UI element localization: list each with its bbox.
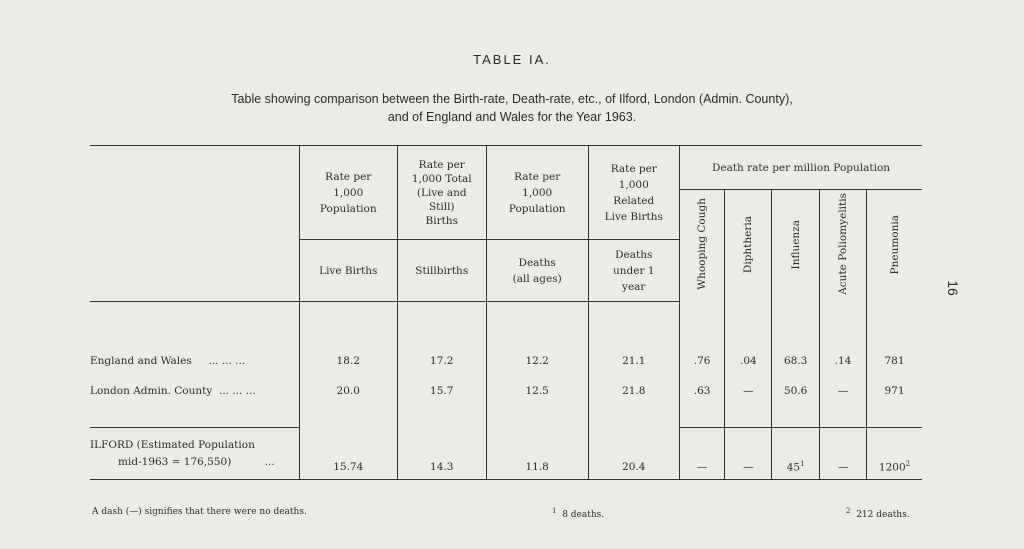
cell-deaths-all: 12.2 xyxy=(486,346,588,376)
spacer-cell xyxy=(299,406,397,428)
ilford-label-line-2-wrap xyxy=(90,454,297,471)
ilford-row xyxy=(90,428,922,480)
footnote-ref-1: 1 xyxy=(800,459,805,468)
row-dots: ... ... ... xyxy=(218,384,256,397)
page-number: 16 xyxy=(944,280,961,296)
subtitle-line-1: Table showing comparison between the Birth-rate, Death-rate, etc., of Ilford, London (Admin. County), xyxy=(231,92,793,106)
ilford-label-line-1: ILFORD (Estimated Population xyxy=(90,438,255,451)
row-dots: ... ... ... xyxy=(208,354,246,367)
cell-deaths-all: 11.8 xyxy=(486,428,588,480)
cell-pneumonia: 971 xyxy=(867,376,922,406)
header-influenza xyxy=(772,190,819,302)
spacer-cell xyxy=(725,302,772,346)
spacer-cell xyxy=(299,302,397,346)
whooping-label: Whooping Cough xyxy=(696,198,709,291)
table-subtitle xyxy=(100,90,924,126)
footnote-dash: A dash (—) signifies that there were no deaths. xyxy=(92,507,307,517)
cell-live-births: 15.74 xyxy=(299,428,397,480)
spacer-cell xyxy=(867,406,922,428)
cell-whooping: .76 xyxy=(679,346,724,376)
cell-influenza xyxy=(772,428,819,480)
header-whooping xyxy=(679,190,724,302)
row-label xyxy=(90,376,299,406)
subtitle-line-2: and of England and Wales for the Year 1963. xyxy=(387,110,637,124)
spacer-cell xyxy=(486,406,588,428)
header-col1-sub: Live Births xyxy=(299,240,397,302)
header-col3-top: Rate per 1,000 Population xyxy=(486,146,588,240)
spacer-cell xyxy=(397,302,486,346)
cell-influenza: 50.6 xyxy=(772,376,819,406)
cell-stillbirths: 15.7 xyxy=(397,376,486,406)
influenza-value: 45 xyxy=(786,461,801,473)
spacer-row xyxy=(90,406,922,428)
footnote-2 xyxy=(846,507,910,520)
spacer-row xyxy=(90,302,922,346)
footnote-2-mark: 2 xyxy=(846,507,851,515)
pneumonia-value: 1200 xyxy=(878,461,906,473)
header-col4-sub: Deaths under 1 year xyxy=(588,240,679,302)
cell-diphtheria: — xyxy=(725,376,772,406)
spacer-cell xyxy=(819,406,866,428)
header-col4-top: Rate per 1,000 Related Live Births xyxy=(588,146,679,240)
header-pneumonia xyxy=(867,190,922,302)
header-diphtheria xyxy=(725,190,772,302)
diphtheria-label: Diphtheria xyxy=(742,215,755,273)
cell-whooping: .63 xyxy=(679,376,724,406)
footnote-1-text: 8 deaths. xyxy=(562,510,605,520)
cell-stillbirths: 14.3 xyxy=(397,428,486,480)
acute-label: Acute Poliomyelitis xyxy=(836,193,849,296)
cell-deaths-all: 12.5 xyxy=(486,376,588,406)
influenza-label: Influenza xyxy=(789,219,802,269)
cell-whooping: — xyxy=(679,428,724,480)
spacer-cell xyxy=(819,302,866,346)
spacer-cell xyxy=(397,406,486,428)
row-label xyxy=(90,346,299,376)
cell-pneumonia: 781 xyxy=(867,346,922,376)
row-label-text: London Admin. County xyxy=(90,384,213,397)
cell-stillbirths: 17.2 xyxy=(397,346,486,376)
cell-diphtheria: — xyxy=(725,428,772,480)
cell-live-births: 18.2 xyxy=(299,346,397,376)
header-col1-top: Rate per 1,000 Population xyxy=(299,146,397,240)
ilford-label-line-2: mid-1963 = 176,550) xyxy=(118,455,232,468)
pneumonia-label: Pneumonia xyxy=(888,214,901,274)
spacer-cell xyxy=(90,302,299,346)
cell-acute: — xyxy=(819,376,866,406)
spacer-cell xyxy=(679,302,724,346)
comparison-table xyxy=(90,145,922,480)
spacer-cell xyxy=(772,302,819,346)
header-acute xyxy=(819,190,866,302)
spacer-cell xyxy=(725,406,772,428)
spacer-cell xyxy=(588,406,679,428)
spacer-cell xyxy=(588,302,679,346)
cell-acute: — xyxy=(819,428,866,480)
table-row xyxy=(90,376,922,406)
spacer-cell xyxy=(486,302,588,346)
spacer-cell xyxy=(867,302,922,346)
footnote-2-text: 212 deaths. xyxy=(856,510,910,520)
row-label-text: England and Wales xyxy=(90,354,192,367)
footnote-1 xyxy=(552,507,604,520)
cell-live-births: 20.0 xyxy=(299,376,397,406)
header-col2-top: Rate per 1,000 Total (Live and Still) Births xyxy=(397,146,486,240)
header-blank xyxy=(90,146,299,240)
cell-deaths-under-1: 21.8 xyxy=(588,376,679,406)
cell-acute: .14 xyxy=(819,346,866,376)
ilford-dots: ... xyxy=(264,455,275,468)
header-col2-sub: Stillbirths xyxy=(397,240,486,302)
footnote-1-mark: 1 xyxy=(552,507,557,515)
cell-diphtheria: .04 xyxy=(725,346,772,376)
footnote-ref-2: 2 xyxy=(905,459,911,468)
spacer-cell xyxy=(772,406,819,428)
spacer-cell xyxy=(90,406,299,428)
header-col3-sub: Deaths (all ages) xyxy=(486,240,588,302)
spacer-cell xyxy=(679,406,724,428)
cell-deaths-under-1: 20.4 xyxy=(588,428,679,480)
ilford-label xyxy=(90,428,299,480)
table-row xyxy=(90,346,922,376)
cell-pneumonia xyxy=(867,428,922,480)
header-death-rate-group: Death rate per million Population xyxy=(679,146,922,190)
cell-deaths-under-1: 21.1 xyxy=(588,346,679,376)
header-row-1 xyxy=(90,146,922,190)
cell-influenza: 68.3 xyxy=(772,346,819,376)
header-blank-2 xyxy=(90,240,299,302)
table-title: TABLE IA. xyxy=(473,52,551,67)
